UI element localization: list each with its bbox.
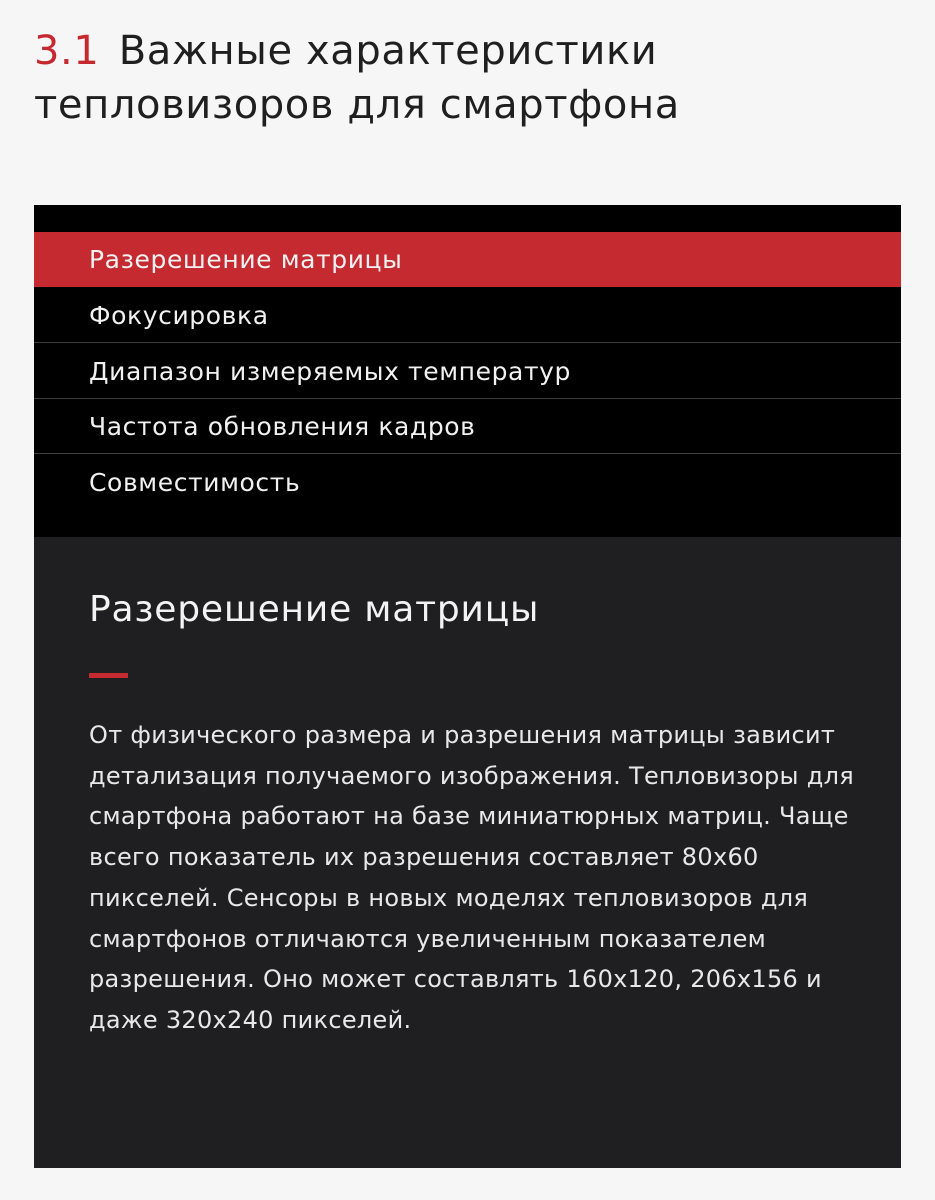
accent-divider (89, 673, 128, 678)
characteristics-panel (34, 205, 901, 1168)
tab-focusing[interactable] (34, 288, 901, 343)
tab-matrix-resolution[interactable] (34, 232, 901, 287)
section-title (34, 24, 904, 132)
tab-label: Разерешение матрицы (89, 244, 403, 274)
tab-label: Диапазон измеряемых температур (89, 356, 572, 386)
tab-label: Фокусировка (89, 300, 269, 330)
section-heading-text: Важные характеристики тепловизоров для смартфона (34, 28, 680, 128)
tab-compatibility[interactable] (34, 455, 901, 510)
content-title: Разерешение матрицы (89, 589, 540, 630)
characteristics-tabs (34, 205, 901, 537)
tab-label: Частота обновления кадров (89, 411, 476, 441)
content-description: От физического размера и разрешения матрицы зависит детализация получаемого изображения. Тепловизоры для смартфона работают на базе миниатюрных матриц. Чаще всего показатель их разрешения составляет 80х60 пикселей. Сенсоры в новых моделях тепловизоров для смартфонов отличаются увеличенным показателем разрешения. Оно может составлять 160х120, 206х156 и даже 320х240 пикселей. (89, 721, 855, 1034)
section-number: 3.1 (34, 28, 100, 74)
tab-frame-rate[interactable] (34, 399, 901, 454)
tab-temperature-range[interactable] (34, 344, 901, 399)
tab-label: Совместимость (89, 468, 301, 497)
